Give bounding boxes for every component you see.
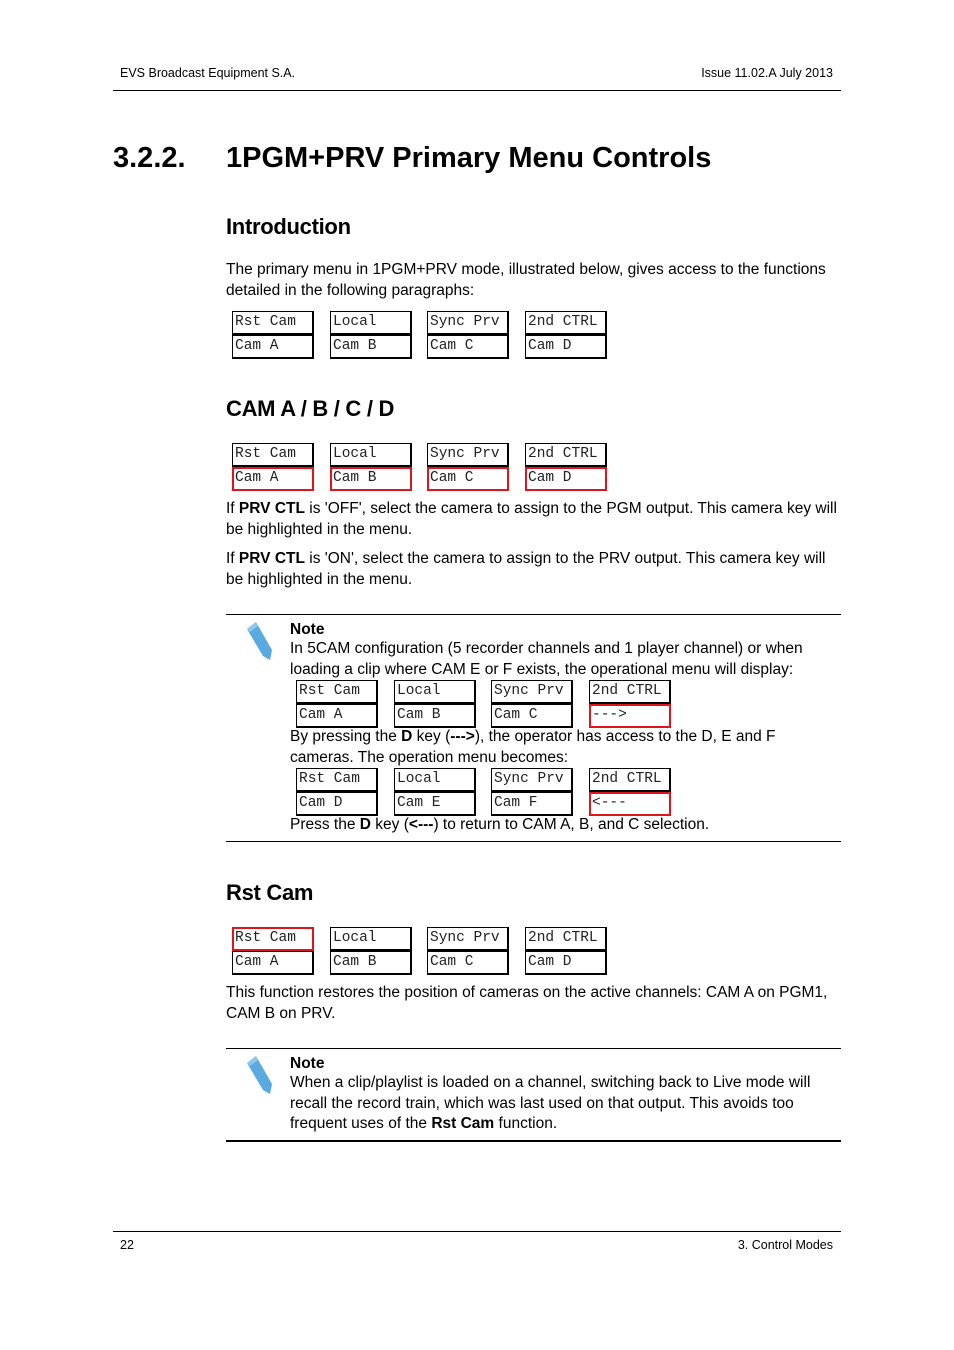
menu-key-2nd-ctrl: 2nd CTRL	[525, 311, 607, 335]
menu-key-cam-c: Cam C	[427, 951, 509, 975]
note2-title: Note	[290, 1055, 325, 1072]
menu-key-cam-b: Cam B	[330, 335, 412, 359]
menu-key-cam-c: Cam C	[491, 704, 573, 728]
menu-key-local: Local	[394, 680, 476, 704]
menu-key-rst-cam: Rst Cam	[296, 680, 378, 704]
menu-key-cam-a-highlighted: Cam A	[232, 467, 314, 491]
menu-key-sync-prv: Sync Prv	[427, 927, 509, 951]
menu-key-cam-a: Cam A	[232, 335, 314, 359]
note1-title: Note	[290, 621, 325, 638]
note1-top-rule	[226, 614, 841, 615]
header-company: EVS Broadcast Equipment S.A.	[120, 66, 296, 80]
menu-key-back-arrow: <---	[589, 792, 671, 816]
menu-key-2nd-ctrl: 2nd CTRL	[525, 927, 607, 951]
cam-paragraph-off: If PRV CTL is 'OFF', select the camera to assign to the PGM output. This camera key will be highlighted in the menu.	[226, 500, 837, 538]
page-number: 22	[120, 1238, 134, 1252]
menu-key-2nd-ctrl: 2nd CTRL	[589, 680, 671, 704]
intro-heading: Introduction	[226, 214, 351, 239]
footer-section: 3. Control Modes	[737, 1238, 833, 1252]
menu-key-local: Local	[330, 443, 412, 467]
note1-end-text: Press the D key (<---) to return to CAM A, B, and C selection.	[290, 816, 710, 833]
menu-key-cam-c: Cam C	[427, 335, 509, 359]
menu-key-sync-prv: Sync Prv	[427, 311, 509, 335]
section-number: 3.2.2.	[113, 142, 186, 174]
menu-key-cam-b: Cam B	[330, 951, 412, 975]
note1-bottom-rule	[226, 841, 841, 842]
rst-text: This function restores the position of cameras on the active channels: CAM A on PGM1, CAM B on PRV.	[226, 984, 828, 1022]
menu-key-local: Local	[330, 927, 412, 951]
menu-key-cam-d-highlighted: Cam D	[525, 467, 607, 491]
menu-key-sync-prv: Sync Prv	[491, 768, 573, 792]
menu-key-rst-cam-highlighted: Rst Cam	[232, 927, 314, 951]
footer-rule	[113, 1231, 841, 1232]
intro-text: The primary menu in 1PGM+PRV mode, illustrated below, gives access to the functions detailed in the following paragraphs:	[226, 261, 826, 299]
header-issue: Issue 11.02.A July 2013	[701, 66, 833, 80]
menu-key-local: Local	[394, 768, 476, 792]
menu-key-rst-cam: Rst Cam	[232, 443, 314, 467]
menu-key-cam-a: Cam A	[232, 951, 314, 975]
menu-key-local: Local	[330, 311, 412, 335]
menu-key-cam-d: Cam D	[525, 335, 607, 359]
rst-heading: Rst Cam	[226, 880, 314, 905]
menu-key-rst-cam: Rst Cam	[296, 768, 378, 792]
menu-key-cam-e: Cam E	[394, 792, 476, 816]
menu-key-cam-d: Cam D	[525, 951, 607, 975]
menu-key-rst-cam: Rst Cam	[232, 311, 314, 335]
menu-key-cam-c-highlighted: Cam C	[427, 467, 509, 491]
menu-key-next-arrow: --->	[589, 704, 671, 728]
page-title: 1PGM+PRV Primary Menu Controls	[226, 142, 712, 174]
menu-key-cam-b: Cam B	[394, 704, 476, 728]
pencil-note-icon	[242, 620, 278, 664]
note2-text: When a clip/playlist is loaded on a channel, switching back to Live mode will recall the record train, which was last used on that output. This avoids too frequent uses of the Rst Cam function.	[290, 1074, 811, 1132]
note2-top-rule	[226, 1048, 841, 1049]
menu-key-sync-prv: Sync Prv	[427, 443, 509, 467]
menu-key-sync-prv: Sync Prv	[491, 680, 573, 704]
menu-key-cam-f: Cam F	[491, 792, 573, 816]
menu-key-2nd-ctrl: 2nd CTRL	[525, 443, 607, 467]
note1-mid-text: By pressing the D key (--->), the operator has access to the D, E and F cameras. The operation menu becomes:	[290, 728, 776, 766]
note1-text: In 5CAM configuration (5 recorder channels and 1 player channel) or when loading a clip where CAM E or F exists, the operational menu will display:	[290, 640, 803, 678]
cam-paragraph-on: If PRV CTL is 'ON', select the camera to assign to the PRV output. This camera key will be highlighted in the menu.	[226, 550, 826, 588]
menu-key-cam-d: Cam D	[296, 792, 378, 816]
pencil-note-icon	[242, 1054, 278, 1098]
menu-key-cam-a: Cam A	[296, 704, 378, 728]
note2-bottom-rule	[226, 1140, 841, 1142]
cam-heading: CAM A / B / C / D	[226, 396, 395, 421]
header-rule	[113, 90, 841, 91]
menu-key-2nd-ctrl: 2nd CTRL	[589, 768, 671, 792]
menu-key-cam-b-highlighted: Cam B	[330, 467, 412, 491]
